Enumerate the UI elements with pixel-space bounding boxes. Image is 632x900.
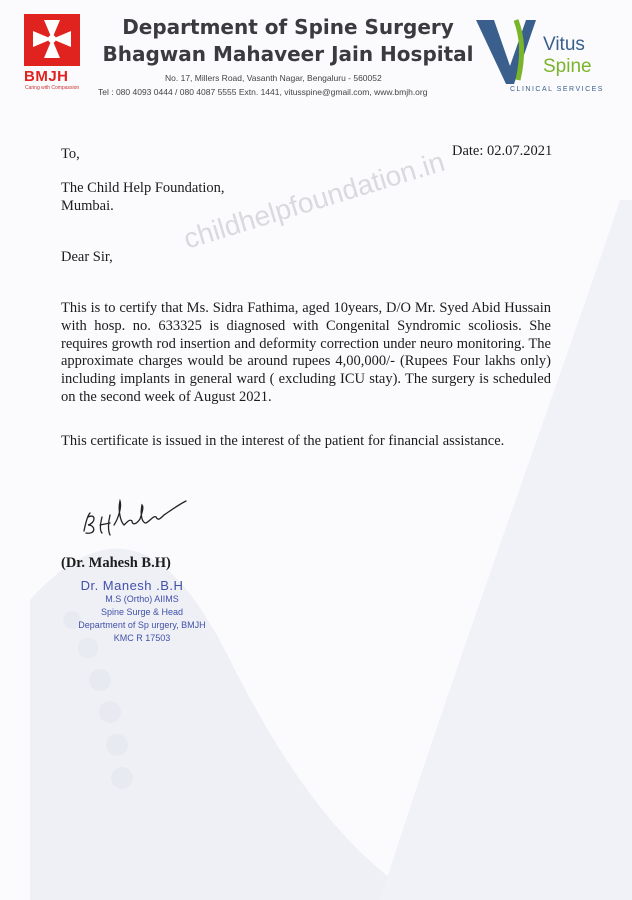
closing-line: This certificate is issued in the interest of the patient for financial assistance. [61,433,505,449]
letter-date: Date: 02.07.2021 [452,143,553,159]
recipient-line-2: Mumbai. [61,198,114,214]
salutation: Dear Sir, [61,249,113,265]
watermark-text: childhelpfoundation.in [180,145,449,255]
hospital-address: No. 17, Millers Road, Vasanth Nagar, Bengaluru - 560052 [165,73,382,83]
to-line: To, [61,146,80,162]
bmjh-logo-text: BMJH [24,68,69,85]
signer-name: (Dr. Mahesh B.H) [61,555,171,571]
stamp-line-1: M.S (Ortho) AIIMS [105,594,179,604]
stamp-line-3: Department of Sp urgery, BMJH [78,620,206,630]
vitus-logo-line2: Spine [543,56,592,77]
doctor-stamp [52,578,232,645]
stamp-doctor-name: Dr. Manesh .B.H [80,578,184,593]
hospital-title: Bhagwan Mahaveer Jain Hospital [102,42,474,66]
bmjh-logo-tagline: Caring with Compassion [25,85,80,91]
department-title: Department of Spine Surgery [122,15,454,39]
vitus-logo-line3: CLINICAL SERVICES [510,86,604,93]
stamp-line-2: Spine Surge & Head [100,607,184,617]
certificate-body: This is to certify that Ms. Sidra Fathima, aged 10years, D/O Mr. Syed Abid Hussain with hosp. no. 633325 is diagnosed with Congenital Syndromic scoliosis. She requires growth rod insertion and deformity correction under neuro monitoring. The approximate charges would be around rupees 4,00,000/- (Rupees Four lakhs only) including implants in general ward ( excluding ICU stay). The surgery is scheduled on the second week of August 2021. [61,300,551,405]
recipient-line-1: The Child Help Foundation, [61,180,225,196]
hospital-contact: Tel : 080 4093 0444 / 080 4087 5555 Extn. 1441, vitusspine@gmail.com, www.bmjh.org [98,87,428,97]
handwritten-signature [80,495,190,540]
vitus-logo-line1: Vitus [543,34,585,55]
stamp-line-4: KMC R 17503 [113,633,171,643]
